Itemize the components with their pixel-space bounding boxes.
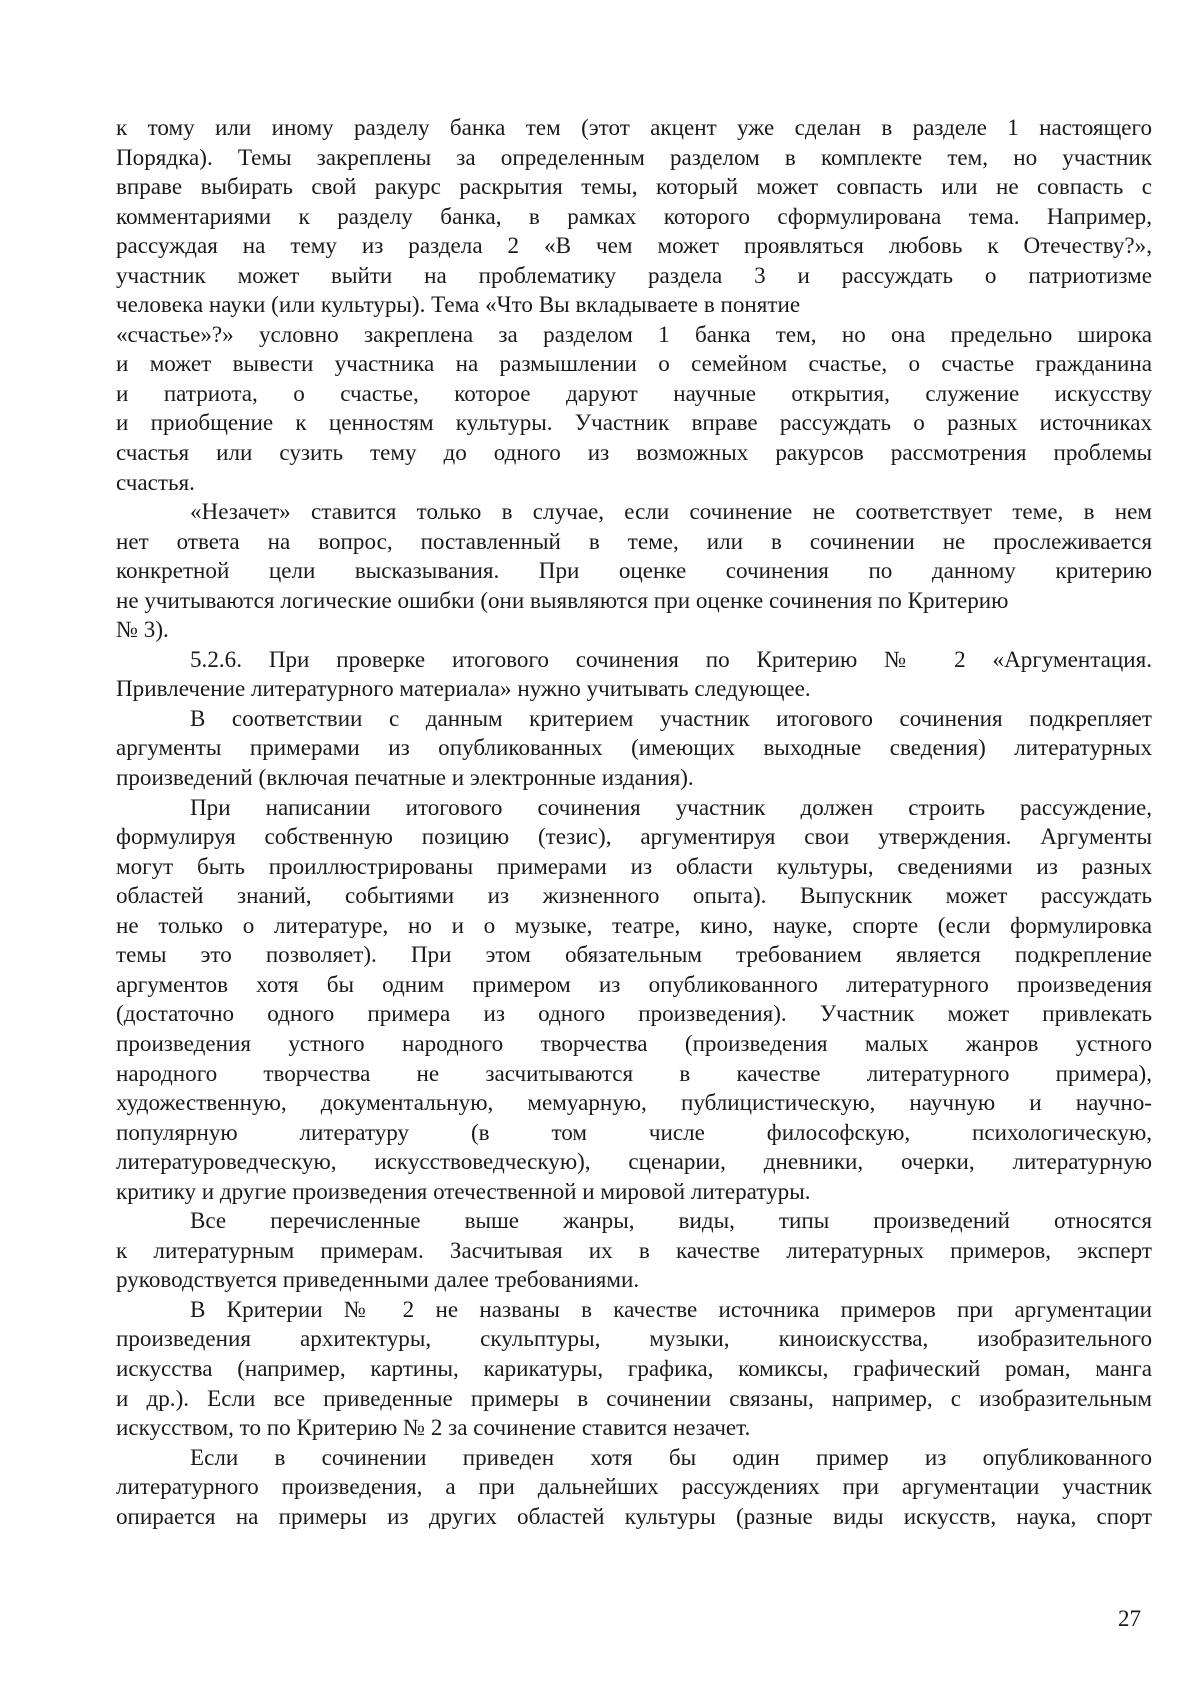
text-line: В соответствии с данным критерием участник итогового сочинения подкрепляет <box>190 704 1152 731</box>
text-line: счастья. <box>116 468 195 495</box>
text-line: руководствуется приведенными далее требованиями. <box>116 1266 640 1293</box>
text-line: аргументы примерами из опубликованных (имеющих выходные сведения) литературных <box>116 734 1152 761</box>
text-line: художественную, документальную, мемуарную, публицистическую, научную и научно- <box>116 1089 1152 1116</box>
text-line: литературного произведения, а при дальнейших рассуждениях при аргументации участник <box>116 1473 1152 1500</box>
text-line: к тому или иному разделу банка тем (этот акцент уже сделан в разделе 1 настоящего <box>116 114 1152 140</box>
text-line: произведения архитектуры, скульптуры, музыки, киноискусства, изобразительного <box>116 1325 1152 1352</box>
text-line: опирается на примеры из других областей культуры (разные виды искусств, наука, спорт <box>116 1502 1152 1529</box>
text-line: рассуждая на тему из раздела 2 «В чем может проявляться любовь к Отечеству?», <box>116 232 1152 259</box>
text-line: литературоведческую, искусствоведческую), сценарии, дневники, очерки, литературную <box>116 1148 1152 1175</box>
text-line: произведения устного народного творчества (произведения малых жанров устного <box>116 1029 1152 1056</box>
text-line: комментариями к разделу банка, в рамках которого сформулирована тема. Например, <box>116 202 1152 229</box>
text-line: № 3). <box>116 616 169 643</box>
text-line: счастья или сузить тему до одного из возможных ракурсов рассмотрения проблемы <box>116 439 1152 466</box>
text-line: могут быть проиллюстрированы примерами из области культуры, сведениями из разных <box>116 852 1152 879</box>
text-line: Порядка). Темы закреплены за определенным разделом в комплекте тем, но участник <box>116 143 1152 170</box>
text-line: В Критерии № 2 не названы в качестве источника примеров при аргументации <box>190 1295 1152 1322</box>
text-line: аргументов хотя бы одним примером из опубликованного литературного произведения <box>116 970 1152 997</box>
text-line: «Незачет» ставится только в случае, если сочинение не соответствует теме, в нем <box>190 498 1152 525</box>
text-line: не только о литературе, но и о музыке, театре, кино, науке, спорте (если формулировка <box>116 911 1152 938</box>
text-line: искусством, то по Критерию № 2 за сочинение ставится незачет. <box>116 1414 751 1441</box>
text-line: темы это позволяет). При этом обязательным требованием является подкрепление <box>116 941 1152 968</box>
text-line: Если в сочинении приведен хотя бы один пример из опубликованного <box>190 1443 1152 1470</box>
text-line: искусства (например, картины, карикатуры, графика, комиксы, графический роман, манга <box>116 1354 1152 1381</box>
text-line: популярную литературу (в том числе философскую, психологическую, <box>116 1118 1152 1145</box>
text-line: вправе выбирать свой ракурс раскрытия темы, который может совпасть или не совпасть с <box>116 173 1152 200</box>
text-line: Привлечение литературного материала» нужно учитывать следующее. <box>116 675 811 702</box>
text-line: и патриота, о счастье, которое даруют научные открытия, служение искусству <box>116 379 1152 406</box>
page-number: 27 <box>1118 1606 1141 1631</box>
text-line: При написании итогового сочинения участник должен строить рассуждение, <box>190 793 1152 820</box>
text-line: участник может выйти на проблематику раздела 3 и рассуждать о патриотизме <box>116 261 1152 288</box>
text-line: человека науки (или культуры). Тема «Что Вы вкладываете в понятие <box>116 291 801 318</box>
text-line: и приобщение к ценностям культуры. Участник вправе рассуждать о разных источниках <box>116 409 1152 436</box>
text-line: Все перечисленные выше жанры, виды, типы произведений относятся <box>190 1207 1152 1234</box>
document-body-text <box>116 113 1152 1531</box>
text-line: «счастье»?» условно закреплена за разделом 1 банка тем, но она предельно широка <box>116 320 1152 347</box>
text-line: к литературным примерам. Засчитывая их в качестве литературных примеров, эксперт <box>116 1236 1152 1263</box>
text-line: народного творчества не засчитываются в качестве литературного примера), <box>116 1059 1152 1086</box>
text-line: нет ответа на вопрос, поставленный в теме, или в сочинении не прослеживается <box>116 527 1152 554</box>
text-line: 5.2.6. При проверке итогового сочинения по Критерию № 2 «Аргументация. <box>190 645 1152 672</box>
text-line: (достаточно одного примера из одного произведения). Участник может привлекать <box>116 1000 1152 1027</box>
text-line: произведений (включая печатные и электронные издания). <box>116 764 694 791</box>
text-line: формулируя собственную позицию (тезис), аргументируя свои утверждения. Аргументы <box>116 823 1152 850</box>
text-line: областей знаний, событиями из жизненного опыта). Выпускник может рассуждать <box>116 882 1152 909</box>
text-line: критику и другие произведения отечественной и мировой литературы. <box>116 1177 811 1204</box>
text-line: и др.). Если все приведенные примеры в сочинении связаны, например, с изобразительным <box>116 1384 1152 1411</box>
text-line: и может вывести участника на размышлении о семейном счастье, о счастье гражданина <box>116 350 1152 377</box>
text-line: конкретной цели высказывания. При оценке сочинения по данному критерию <box>116 557 1152 584</box>
text-line: не учитываются логические ошибки (они выявляются при оценке сочинения по Критерию <box>116 586 1009 613</box>
